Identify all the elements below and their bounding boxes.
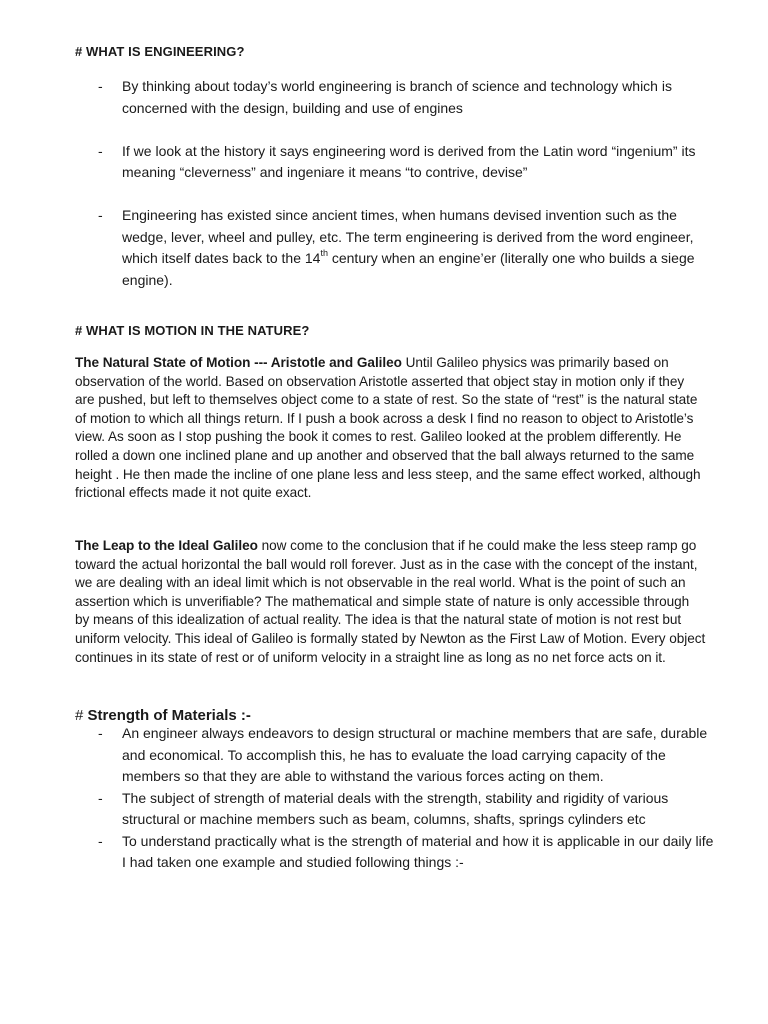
section-heading-strength [75, 707, 251, 724]
list-item [75, 831, 715, 874]
heading-text: Strength of Materials :- [87, 707, 251, 724]
paragraph-title: The Natural State of Motion --- Aristotle and Galileo [75, 355, 402, 370]
section-heading-engineering: # WHAT IS ENGINEERING? [75, 44, 245, 59]
list-item [75, 723, 715, 788]
list-item-text-cont: century when an engine’er (literally one who builds a siege engine). [122, 250, 695, 288]
list-bullet: - [98, 789, 103, 806]
list-item [75, 141, 715, 184]
list-item-text: An engineer always endeavors to design structural or machine members that are safe, durable and economical. To accomplish this, he has to evaluate the load carrying capacity of the members so that they are able to withstand the various forces acting on them. [122, 725, 708, 784]
list-bullet: - [98, 725, 103, 741]
paragraph-title: The Leap to the Ideal Galileo [75, 538, 258, 553]
list-bullet: - [98, 207, 103, 223]
list-item-text: Engineering has existed since ancient times, when humans devised invention such as the wedge, lever, wheel and pulley, etc. The term engineering is derived from the word engineer, which itself dates back to the 14 [122, 207, 694, 266]
paragraph-natural-state [75, 354, 707, 503]
list-item-text: If we look at the history it says engineering word is derived from the Latin word “ingenium” its meaning “cleverness” and ingeniare it means “to contrive, devise” [122, 142, 696, 180]
list-item-text: The subject of strength of material deals with the strength, stability and rigidity of various structural or machine members such as beam, columns, shafts, springs cylinders etc [122, 789, 669, 827]
list-bullet: - [98, 142, 103, 159]
section-heading-motion: # WHAT IS MOTION IN THE NATURE? [75, 323, 310, 338]
list-bullet: - [98, 832, 103, 849]
list-item-text: By thinking about today’s world engineering is branch of science and technology which is concerned with the design, building and use of engines [122, 78, 672, 116]
list-item [75, 788, 715, 831]
engineering-list [75, 76, 715, 313]
paragraph-leap-ideal [75, 537, 707, 667]
paragraph-body: now come to the conclusion that if he could make the less steep ramp go toward the actual horizontal the ball would roll forever. Just as in the case with the concept of the instant, we are dealing with an ideal limit which is not observable in the real world. What is the point of such an assertion which is unverifiable? The mathematical and simple state of nature is only accessible through by means of this idealization of actual reality. The idea is that the natural state of motion is not rest but uniform velocity. This ideal of Galileo is formally stated by Newton as the First Law of Motion. Every object continues in its state of rest or of uniform velocity in a straight line as long as no net force acts on it. [75, 538, 706, 665]
strength-list [75, 723, 715, 874]
paragraph-body: Until Galileo physics was primarily based on observation of the world. Based on observation Aristotle asserted that object stay in motion only if they are pushed, but left to themselves object come to a state of rest. So the state of “rest” is the natural state of motion to which all things return. If I push a book across a desk I find no reason to object to Aristotle’s view. As soon as I stop pushing the book it comes to rest. Galileo looked at the problem differently. He rolled a down one inclined plane and up another and observed that the ball always returned to the same height . He then made the incline of one plane less and less steep, and the same effect worked, although frictional effects made it not quite exact. [75, 355, 701, 501]
superscript: th [320, 248, 328, 258]
list-bullet: - [98, 78, 103, 94]
list-item-text: To understand practically what is the strength of material and how it is applicable in our daily life I had taken one example and studied following things :- [122, 832, 714, 870]
list-item [75, 76, 715, 119]
heading-hash: # [75, 707, 88, 724]
list-item [75, 205, 715, 291]
